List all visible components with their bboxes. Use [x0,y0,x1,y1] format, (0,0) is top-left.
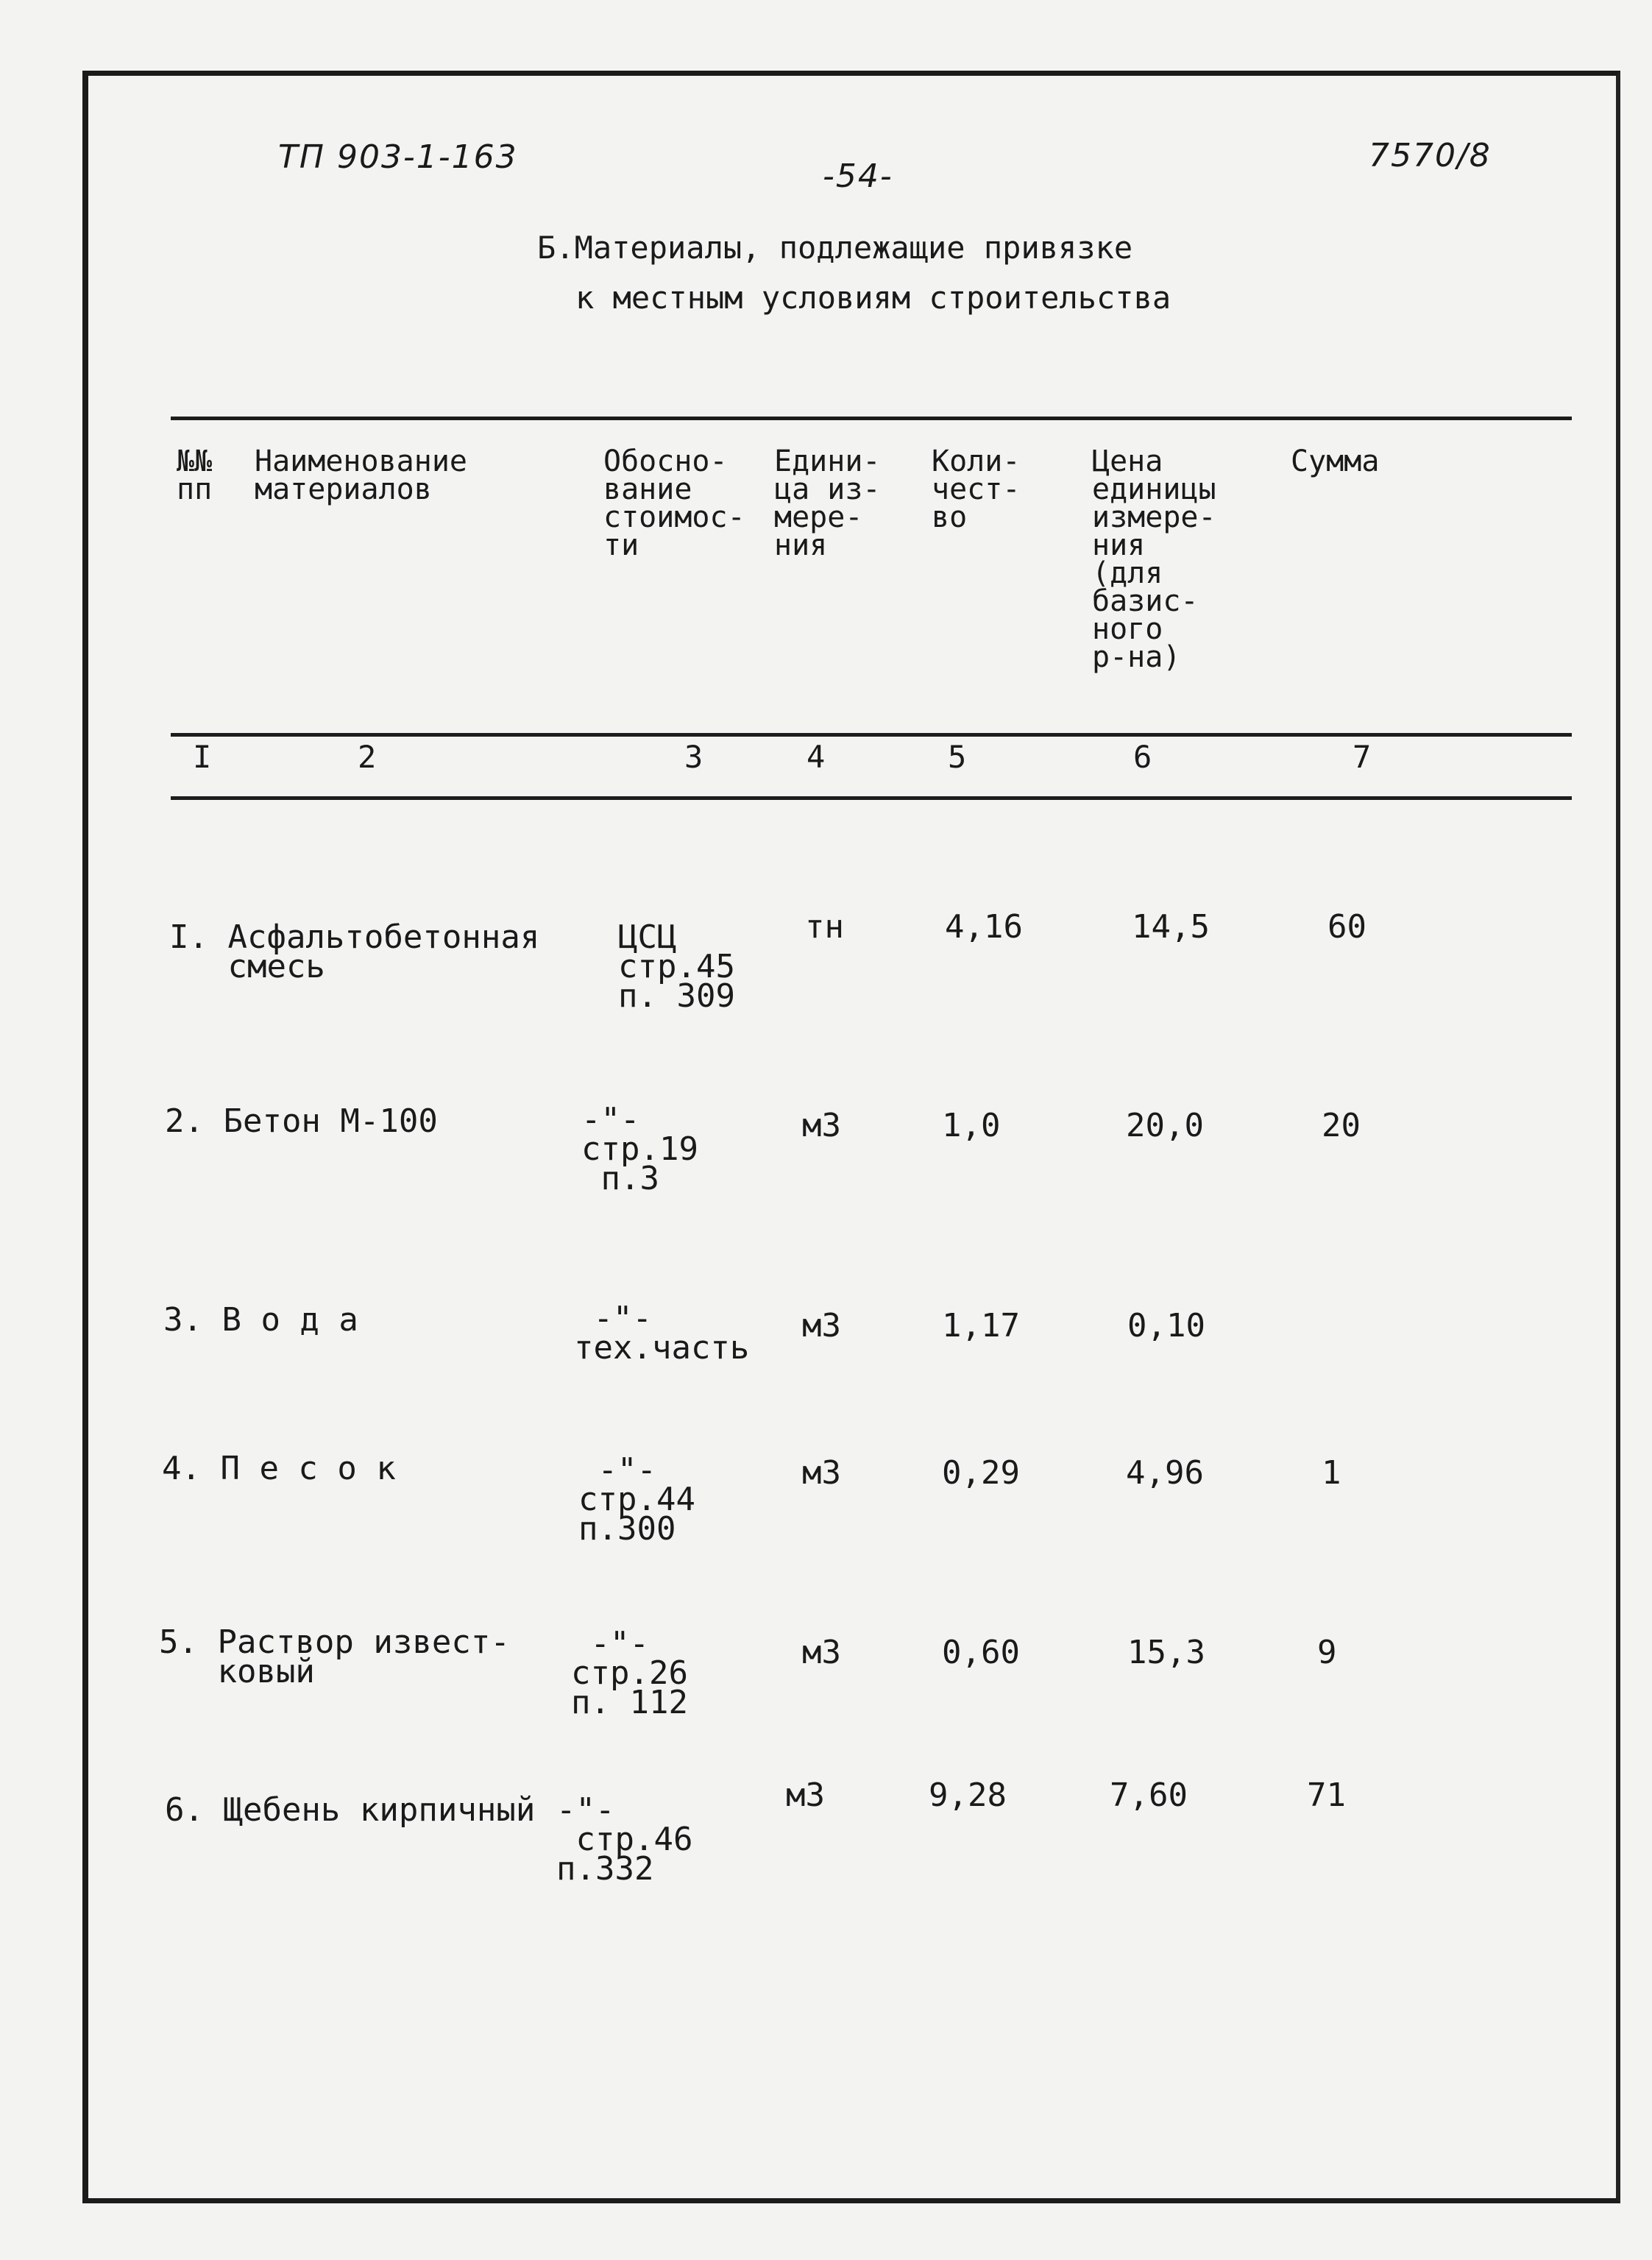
table-top-rule [171,417,1572,420]
unit-price: 15,3 [1127,1634,1205,1671]
sum: 60 [1327,908,1366,946]
material-name: 3. В о д а [163,1301,358,1339]
quantity: 0,60 [942,1634,1020,1671]
column-number: 7 [1353,739,1372,775]
section-title-line1: Б.Материалы, подлежащие привязке [537,230,1133,266]
unit-price: 14,5 [1132,908,1210,946]
quantity: 0,29 [942,1454,1020,1492]
column-number: 4 [806,739,826,775]
cost-basis: ЦСЦ стр.45 п. 309 [618,918,735,1015]
column-number: 2 [358,739,377,775]
header-col-number: №№ пп [177,444,213,506]
unit: м3 [786,1777,825,1814]
unit-price: 20,0 [1126,1107,1204,1144]
cost-basis: -"- тех.часть [574,1300,750,1367]
column-number: I [193,739,212,775]
header-col-name: Наименование материалов [255,444,467,506]
header-col-sum: Сумма [1291,444,1380,478]
unit-price: 0,10 [1127,1307,1205,1345]
sum: 9 [1317,1634,1337,1671]
column-number: 6 [1133,739,1152,775]
material-name: 2. Бетон М-100 [165,1102,438,1140]
unit: м3 [802,1107,841,1144]
header-col-quantity: Коли- чест- во [932,444,1021,534]
unit: тн [805,908,844,946]
cost-basis: -"- стр.19 п.3 [581,1101,698,1197]
document-code: ТП 903-1-163 [278,138,518,176]
column-number-bottom-rule [171,796,1572,800]
cost-basis: -"- стр.44 п.300 [578,1451,695,1548]
unit: м3 [802,1454,841,1492]
section-title-line2: к местным условиям строительства [575,280,1171,316]
header-col-price: Цена единицы измере- ния (для базис- ного р-на) [1092,444,1216,674]
quantity: 4,16 [945,908,1023,946]
quantity: 9,28 [929,1777,1007,1814]
column-number: 5 [948,739,967,775]
column-number: 3 [684,739,703,775]
sum: 1 [1322,1454,1341,1492]
sum: 20 [1322,1107,1361,1144]
material-name: 6. Щебень кирпичный [165,1791,536,1829]
quantity: 1,0 [942,1107,1001,1144]
unit-price: 4,96 [1126,1454,1204,1492]
header-col-basis: Обосно- вание стоимос- ти [603,444,745,562]
quantity: 1,17 [942,1307,1020,1345]
material-name: 4. П е с о к [162,1450,396,1487]
unit: м3 [802,1307,841,1345]
header-col-unit: Едини- ца из- мере- ния [774,444,881,562]
sum: 71 [1307,1777,1346,1814]
material-name: I. Асфальтобетонная смесь [169,918,540,985]
page-number: -54- [823,157,893,195]
cost-basis: -"- стр.26 п. 112 [571,1625,688,1721]
unit-price: 7,60 [1110,1777,1188,1814]
cost-basis: -"- стр.46 п.332 [556,1791,693,1888]
unit: м3 [802,1634,841,1671]
material-name: 5. Раствор извест- ковый [159,1623,510,1690]
sheet-code: 7570/8 [1369,137,1492,174]
header-bottom-rule [171,733,1572,737]
